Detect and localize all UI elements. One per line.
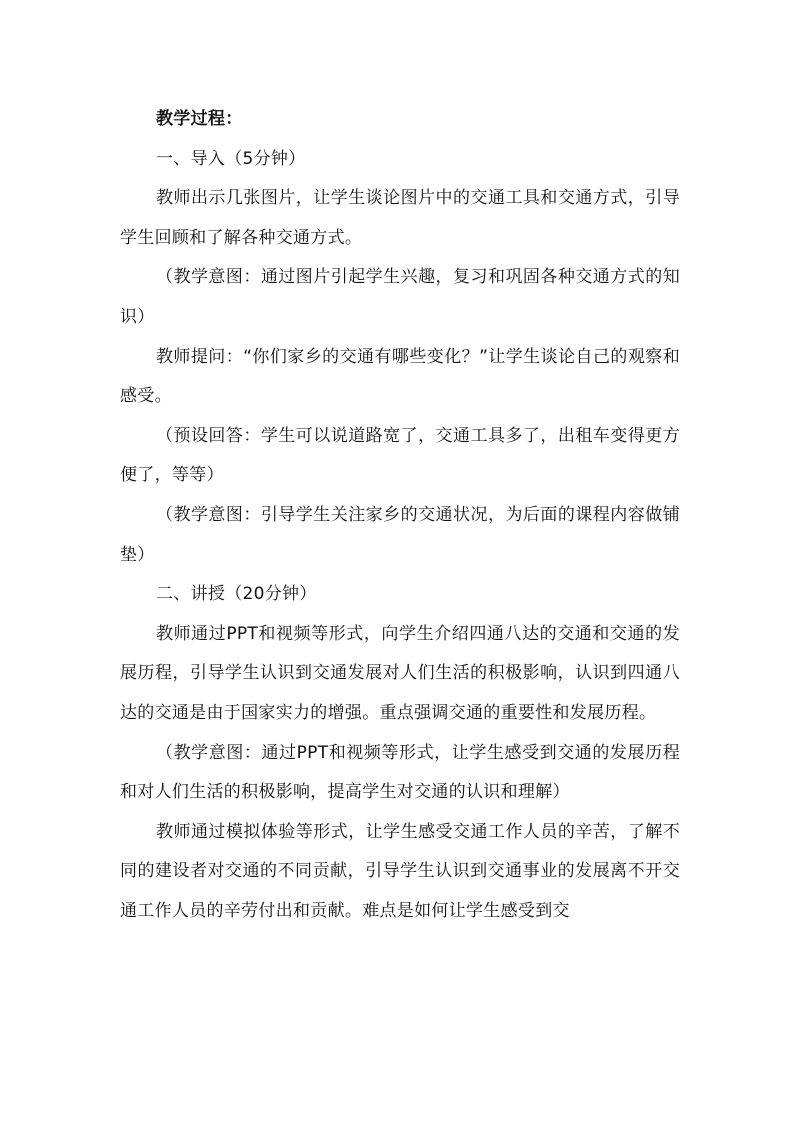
paragraph-teacher-question: 教师提问：“你们家乡的交通有哪些变化？”让学生谈论自己的观察和感受。 (120, 346, 680, 407)
paragraph-expected-answer: （预设回答：学生可以说道路宽了，交通工具多了，出租车变得更方便了，等等） (120, 425, 680, 486)
paragraph-teaching-intent-2: （教学意图：引导学生关注家乡的交通状况，为后面的课程内容做铺垫） (120, 504, 680, 565)
paragraph-teaching-intent-1: （教学意图：通过图片引起学生兴趣，复习和巩固各种交通方式的知识） (120, 267, 680, 327)
subsection-heading-lecture: 二、讲授（20分钟） (156, 584, 317, 605)
section-heading-teaching-process: 教学过程： (156, 109, 243, 129)
document-body (120, 100, 680, 931)
paragraph-teaching-intent-3: （教学意图：通过PPT和视频等形式，让学生感受到交通的发展历程和对人们生活的积极影响，提高学生对交通的认识和理解） (120, 742, 680, 803)
paragraph-ppt-video: 教师通过PPT和视频等形式，向学生介绍四通八达的交通和交通的发展历程，引导学生认识到交通发展对人们生活的积极影响，认识到四通八达的交通是由于国家实力的增强。重点强调交通的重要性和发展历程。 (120, 623, 680, 723)
paragraph-show-pictures: 教师出示几张图片，让学生谈论图片中的交通工具和交通方式，引导学生回顾和了解各种交通方式。 (120, 188, 680, 248)
subsection-heading-introduction: 一、导入（5分钟） (156, 148, 306, 169)
paragraph-simulation-experience: 教师通过模拟体验等形式，让学生感受交通工作人员的辛苦，了解不同的建设者对交通的不同贡献，引导学生认识到交通事业的发展离不开交通工作人员的辛劳付出和贡献。难点是如何让学生感受到交 (120, 821, 680, 921)
